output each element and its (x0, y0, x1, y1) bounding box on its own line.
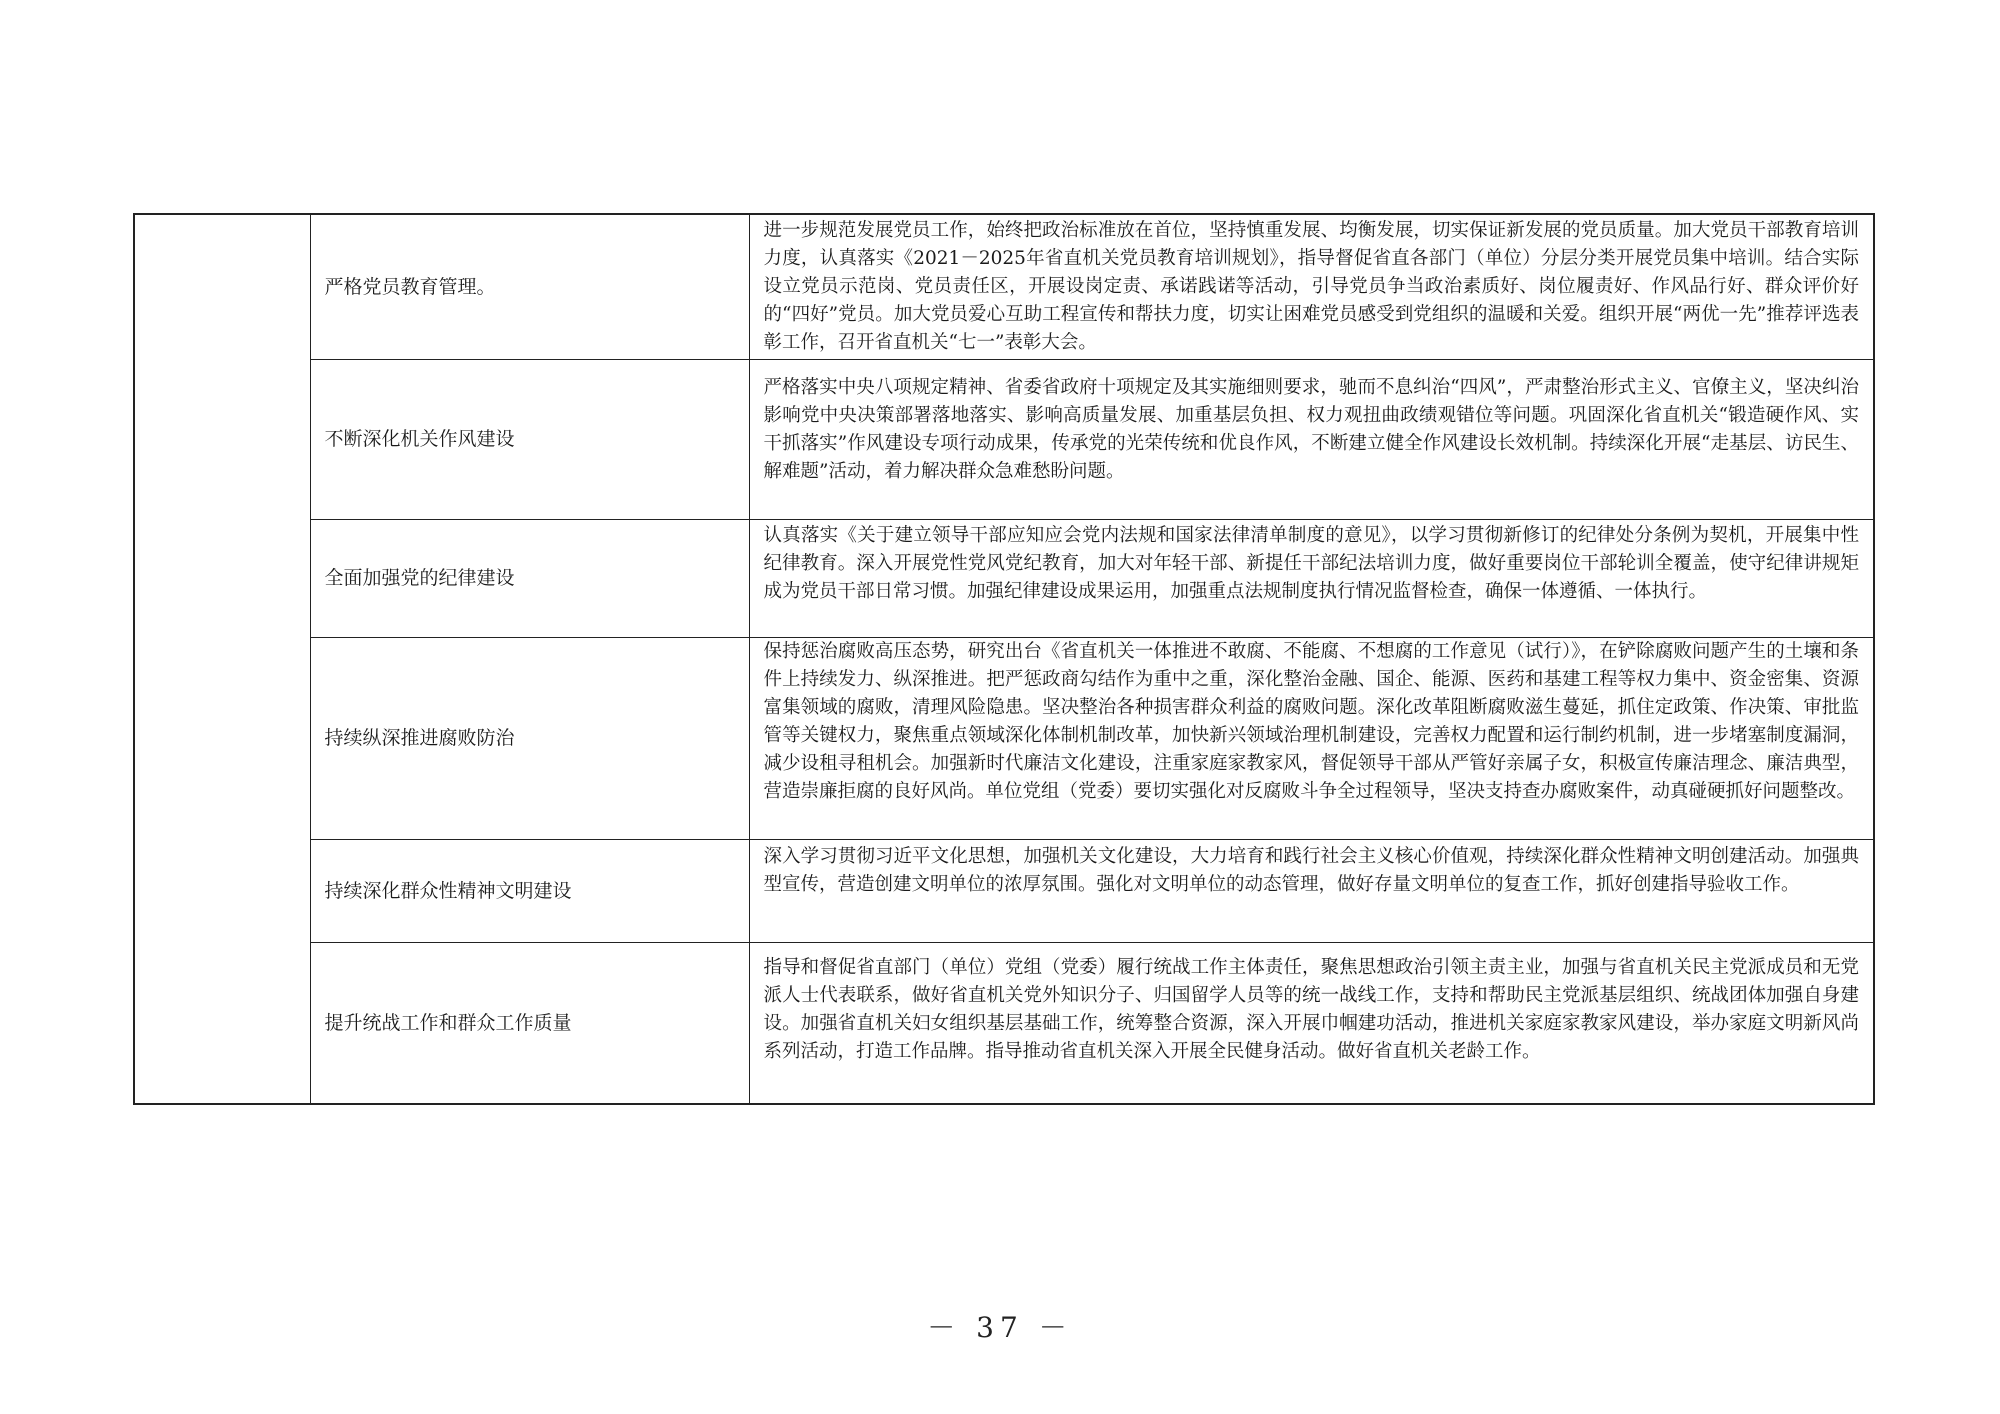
table-row (134, 839, 1874, 942)
task-title: 严格党员教育管理。 (310, 214, 749, 359)
task-title: 持续纵深推进腐败防治 (310, 637, 749, 839)
table-row (134, 519, 1874, 637)
task-description: 深入学习贯彻习近平文化思想，加强机关文化建设，大力培育和践行社会主义核心价值观，持续深化群众性精神文明创建活动。加强典型宣传，营造创建文明单位的浓厚氛围。强化对文明单位的动态管理，做好存量文明单位的复查工作，抓好创建指导验收工作。 (749, 839, 1874, 942)
task-title: 持续深化群众性精神文明建设 (310, 839, 749, 942)
category-cell-empty (134, 214, 310, 1104)
table-row (134, 637, 1874, 839)
task-title: 提升统战工作和群众工作质量 (310, 942, 749, 1104)
table-row (134, 214, 1874, 359)
task-title: 不断深化机关作风建设 (310, 359, 749, 519)
task-description: 保持惩治腐败高压态势，研究出台《省直机关一体推进不敢腐、不能腐、不想腐的工作意见（试行）》，在铲除腐败问题产生的土壤和条件上持续发力、纵深推进。把严惩政商勾结作为重中之重，深化整治金融、国企、能源、医药和基建工程等权力集中、资金密集、资源富集领域的腐败，清理风险隐患。坚决整治各种损害群众利益的腐败问题。深化改革阻断腐败滋生蔓延，抓住定政策、作决策、审批监管等关键权力，聚焦重点领域深化体制机制改革，加快新兴领域治理机制建设，完善权力配置和运行制约机制，进一步堵塞制度漏洞，减少设租寻租机会。加强新时代廉洁文化建设，注重家庭家教家风，督促领导干部从严管好亲属子女，积极宣传廉洁理念、廉洁典型，营造崇廉拒腐的良好风尚。单位党组（党委）要切实强化对反腐败斗争全过程领导，坚决支持查办腐败案件，动真碰硬抓好问题整改。 (749, 637, 1874, 839)
task-description: 进一步规范发展党员工作，始终把政治标准放在首位，坚持慎重发展、均衡发展，切实保证新发展的党员质量。加大党员干部教育培训力度，认真落实《2021－2025年省直机关党员教育培训规划》，指导督促省直各部门（单位）分层分类开展党员集中培训。结合实际设立党员示范岗、党员责任区，开展设岗定责、承诺践诺等活动，引导党员争当政治素质好、岗位履责好、作风品行好、群众评价好的“四好”党员。加大党员爱心互助工程宣传和帮扶力度，切实让困难党员感受到党组织的温暖和关爱。组织开展“两优一先”推荐评选表彰工作，召开省直机关“七一”表彰大会。 (749, 214, 1874, 359)
task-title: 全面加强党的纪律建设 (310, 519, 749, 637)
work-plan-table (133, 213, 1875, 1105)
table-row (134, 359, 1874, 519)
task-description: 严格落实中央八项规定精神、省委省政府十项规定及其实施细则要求，驰而不息纠治“四风”，严肃整治形式主义、官僚主义，坚决纠治影响党中央决策部署落地落实、影响高质量发展、加重基层负担、权力观扭曲政绩观错位等问题。巩固深化省直机关“锻造硬作风、实干抓落实”作风建设专项行动成果，传承党的光荣传统和优良作风，不断建立健全作风建设长效机制。持续深化开展“走基层、访民生、解难题”活动，着力解决群众急难愁盼问题。 (749, 359, 1874, 519)
table-row (134, 942, 1874, 1104)
task-description: 认真落实《关于建立领导干部应知应会党内法规和国家法律清单制度的意见》，以学习贯彻新修订的纪律处分条例为契机，开展集中性纪律教育。深入开展党性党风党纪教育，加大对年轻干部、新提任干部纪法培训力度，做好重要岗位干部轮训全覆盖，使守纪律讲规矩成为党员干部日常习惯。加强纪律建设成果运用，加强重点法规制度执行情况监督检查，确保一体遵循、一体执行。 (749, 519, 1874, 637)
task-description: 指导和督促省直部门（单位）党组（党委）履行统战工作主体责任，聚焦思想政治引领主责主业，加强与省直机关民主党派成员和无党派人士代表联系，做好省直机关党外知识分子、归国留学人员等的统一战线工作，支持和帮助民主党派基层组织、统战团体加强自身建设。加强省直机关妇女组织基层基础工作，统筹整合资源，深入开展巾帼建功活动，推进机关家庭家教家风建设，举办家庭文明新风尚系列活动，打造工作品牌。指导推动省直机关深入开展全民健身活动。做好省直机关老龄工作。 (749, 942, 1874, 1104)
page-number: － 37 － (927, 1311, 1073, 1344)
